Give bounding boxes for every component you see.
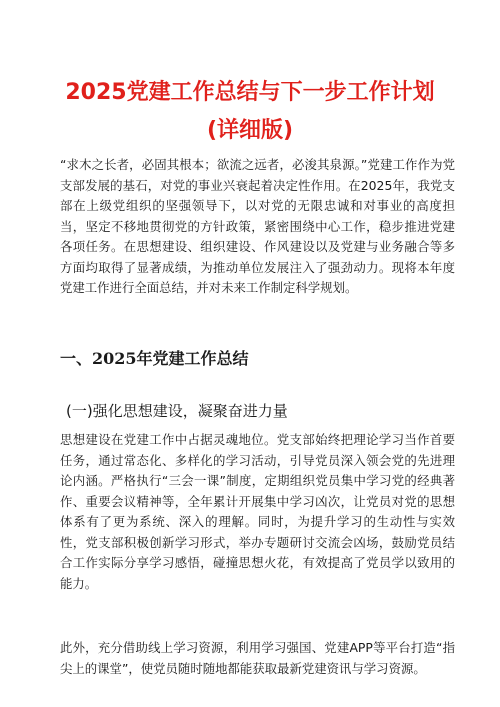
intro-paragraph: “求木之长者，必固其根本；欲流之远者，必浚其泉源。”党建工作作为党支部发展的基石，对党的事业兴衰起着决定性作用。在2025年，我党支部在上级党组织的坚强领导下，以对党的无限忠诚和对事业的高度担当，坚定不移地贯彻党的方针政策，紧密围绕中心工作，稳步推进党建各项任务。在思想建设、组织建设、作风建设以及党建与业务融合等多方面均取得了显著成绩，为推动单位发展注入了强劲动力。现将本年度党建工作进行全面总结，并对未来工作制定科学规划。: [60, 157, 455, 295]
body-paragraph-continued: 此外，充分借助线上学习资源，利用学习强国、党建APP等平台打造“指尖上的课堂”，使党员随时随地都能获取最新党建资讯与学习资源。: [60, 640, 455, 676]
body-paragraph: 思想建设在党建工作中占据灵魂地位。党支部始终把理论学习当作首要任务，通过常态化、多样化的学习活动，引导党员深入领会党的先进理论内涵。严格执行“三会一课”制度，定期组织党员集中学习党的经典著作、重要会议精神等，全年累计开展集中学习凶次，让党员对党的思想体系有了更为系统、深入的理解。同时，为提升学习的生动性与实效性，党支部积极创新学习形式，举办专题研讨交流会凶场，鼓励党员结合工作实际分享学习感悟，碰撞思想火花，有效提高了党员学以致用的能力。: [60, 432, 455, 591]
subsection-heading: (一)强化思想建设，凝聚奋进力量: [66, 402, 288, 420]
document-subtitle: (详细版): [206, 118, 294, 143]
document-title: 2025党建工作总结与下一步工作计划: [65, 80, 435, 105]
section-heading: 一、2025年党建工作总结: [60, 349, 249, 368]
